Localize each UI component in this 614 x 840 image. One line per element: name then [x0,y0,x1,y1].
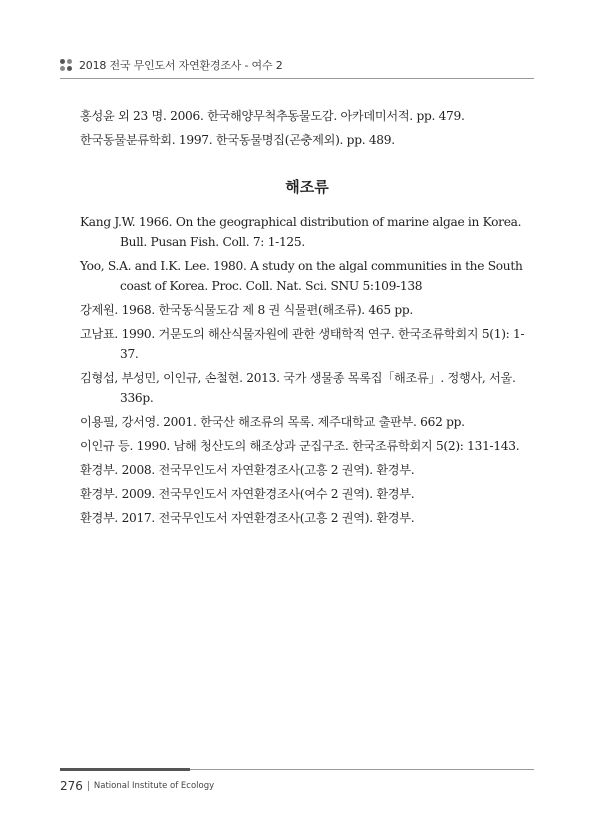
reference-entry: 환경부. 2008. 전국무인도서 자연환경조사(고흥 2 권역). 환경부. [80,463,415,477]
footer-divider [190,769,534,770]
reference-entry: 강제원. 1968. 한국동식물도감 제 8 권 식물편(해조류). 465 pp. [80,303,413,317]
section-heading: 해조류 [285,178,329,196]
reference-list-top [80,106,540,154]
reference-list-algae [80,212,540,532]
header-divider [60,78,534,79]
reference-entry: 홍성윤 외 23 명. 2006. 한국해양무척추동물도감. 아카데미서적. pp. 479. [80,109,465,123]
reference-entry: Kang J.W. 1966. On the geographical distribution of marine algae in Korea. Bull. Pusan Fish. Coll. 7: 1-125. [80,215,522,249]
reference-entry: 김형섭, 부성민, 이인규, 손철현. 2013. 국가 생물종 목록집「해조류」. 정행사, 서울. 336p. [80,371,516,405]
institute-name: National Institute of Ecology [93,781,215,791]
reference-entry: 환경부. 2009. 전국무인도서 자연환경조사(여수 2 권역). 환경부. [80,487,415,501]
reference-entry: Yoo, S.A. and I.K. Lee. 1980. A study on the algal communities in the South coast of Korea. Proc. Coll. Nat. Sci. SNU 5:109-138 [80,259,523,293]
reference-entry: 고남표. 1990. 거문도의 해산식물자원에 관한 생태학적 연구. 한국조류학회지 5(1): 1-37. [80,327,525,361]
dots-logo-icon [60,59,73,72]
reference-entry: 이용필, 강서영. 2001. 한국산 해조류의 목록. 제주대학교 출판부. 662 pp. [80,415,465,429]
page-number: 276 [60,779,83,793]
header-title: 2018 전국 무인도서 자연환경조사 - 여수 2 [79,59,283,72]
running-header [60,55,534,75]
page-footer [60,779,214,793]
footer-separator [88,781,89,791]
reference-entry: 환경부. 2017. 전국무인도서 자연환경조사(고흥 2 권역). 환경부. [80,511,415,525]
reference-entry: 한국동물분류학회. 1997. 한국동물명집(곤충제외). pp. 489. [80,133,395,147]
footer-accent-bar [60,768,190,771]
reference-entry: 이인규 등. 1990. 남해 청산도의 해조상과 군집구조. 한국조류학회지 5(2): 131-143. [80,439,520,453]
